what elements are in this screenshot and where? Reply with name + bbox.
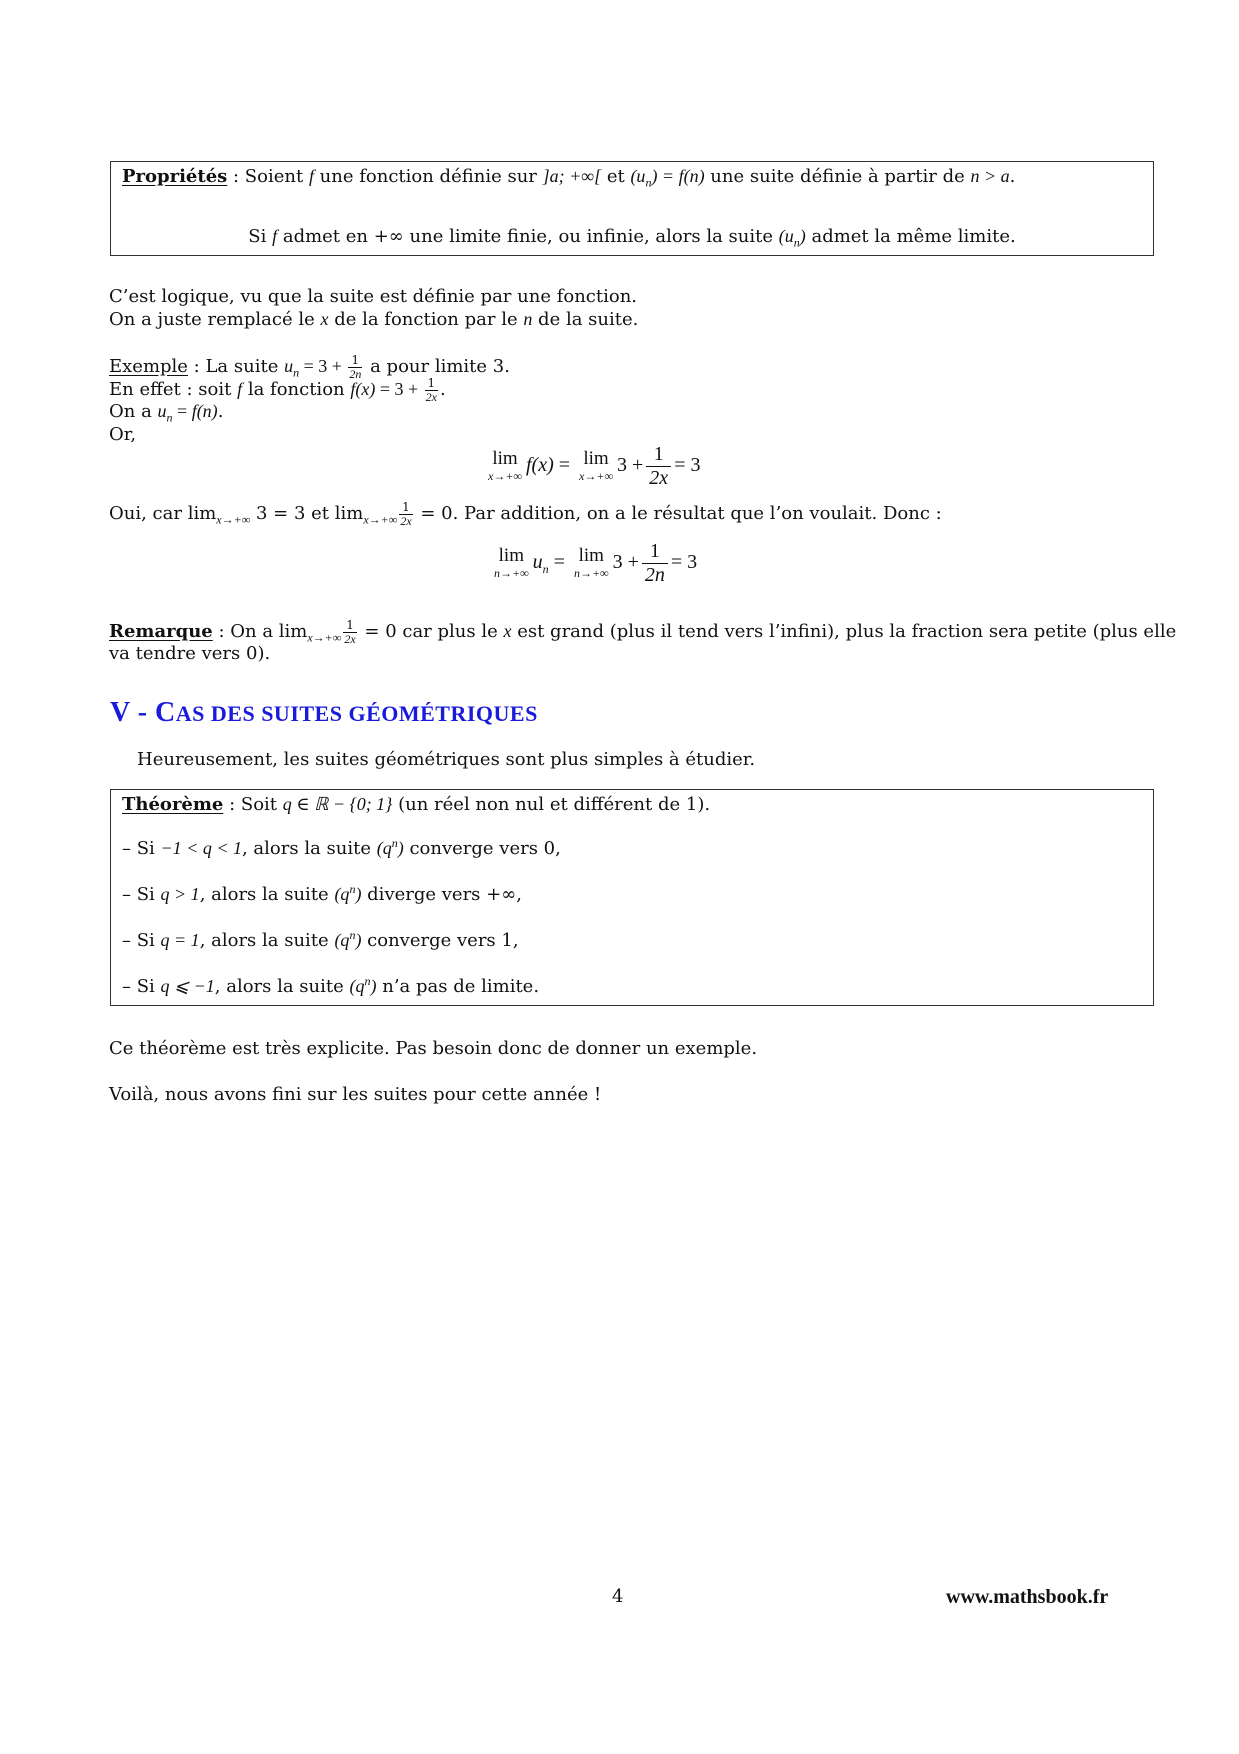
paragraph-line: On a juste remplacé le x de la fonction par le n de la suite.	[109, 309, 639, 330]
theorem-list-item: – Si q > 1, alors la suite $(q^n)$ diverge vers +∞,	[122, 882, 522, 905]
fraction: $\frac{1}{2x}$	[344, 618, 356, 646]
remark-line-1: Remarque : On a $\lim_{x\to+\infty}$ $\frac{1}{2x}$ = 0 car plus le x est grand (plus il tend vers l’infini), plus la fraction sera petite (plus elle	[109, 618, 1177, 646]
example-line-3: On a $u_n = f(n)$.	[109, 401, 224, 425]
theorem-line-1: Théorème : Soit q ∈ ℝ − {0; 1} (un réel non nul et différent de 1).	[122, 794, 711, 815]
fraction: $\frac{1}{2n}$	[349, 353, 362, 381]
theorem-list-item: – Si −1 < q < 1, alors la suite $(q^n)$ converge vers 0,	[122, 836, 561, 859]
footer-url[interactable]: www.mathsbook.fr	[946, 1586, 1109, 1608]
fraction: $\frac{1}{2x}$	[646, 443, 671, 490]
page-number: 4	[612, 1586, 624, 1607]
theorem-label: Théorème	[122, 794, 224, 815]
example-label: Exemple	[109, 356, 188, 378]
theorem-box	[110, 789, 1154, 1006]
properties-label: Propriétés	[122, 166, 228, 187]
section-intro: Heureusement, les suites géométriques sont plus simples à étudier.	[137, 749, 756, 770]
theorem-list-item: – Si q = 1, alors la suite $(q^n)$ converge vers 1,	[122, 928, 519, 951]
properties-line-2: Si f admet en +∞ une limite finie, ou infinie, alors la suite $(u_n)$ admet la même limite.	[248, 226, 1016, 250]
example-line-4: Or,	[109, 424, 137, 445]
display-equation-2: lim n→+∞ $u_n$ = lim n→+∞ 3 + $\frac{1}{2n}$ = 3	[494, 540, 698, 586]
properties-line-1: Propriétés : Soient f une fonction définie sur ]a; +∞[ et $(u_n) = f(n)$ une suite définie à partir de n > a.	[122, 166, 1016, 190]
section-title: V - CAS DES SUITES GÉOMÉTRIQUES	[110, 697, 538, 728]
remark-line-2: va tendre vers 0).	[109, 643, 271, 664]
closing-paragraph: Voilà, nous avons fini sur les suites pour cette année !	[109, 1084, 602, 1105]
paragraph-line: C’est logique, vu que la suite est définie par une fonction.	[109, 286, 638, 307]
fraction: $\frac{1}{2n}$	[642, 540, 668, 587]
fraction: $\frac{1}{2x}$	[425, 376, 437, 404]
closing-paragraph: Ce théorème est très explicite. Pas besoin donc de donner un exemple.	[109, 1038, 758, 1059]
example-line-1: Exemple : La suite $u_n = 3$ + $\frac{1}{2n}$ a pour limite 3.	[109, 353, 510, 381]
example-line-2: En effet : soit f la fonction f(x) = 3 + $\frac{1}{2x}$ .	[109, 376, 446, 404]
display-equation-1: lim x→+∞ f(x) = lim x→+∞ 3 + $\frac{1}{2x}$ = 3	[488, 443, 701, 489]
example-line-5: Oui, car $\lim_{x\to+\infty} 3 = 3$ et $\lim_{x\to+\infty}$ $\frac{1}{2x}$ = 0. Par addition, on a le résultat que l’on voulait. Donc :	[109, 500, 942, 528]
properties-box	[110, 161, 1154, 256]
fraction: $\frac{1}{2x}$	[400, 500, 412, 528]
theorem-list-item: – Si q ⩽ −1, alors la suite $(q^n)$ n’a pas de limite.	[122, 974, 540, 997]
remark-label: Remarque	[109, 621, 213, 643]
